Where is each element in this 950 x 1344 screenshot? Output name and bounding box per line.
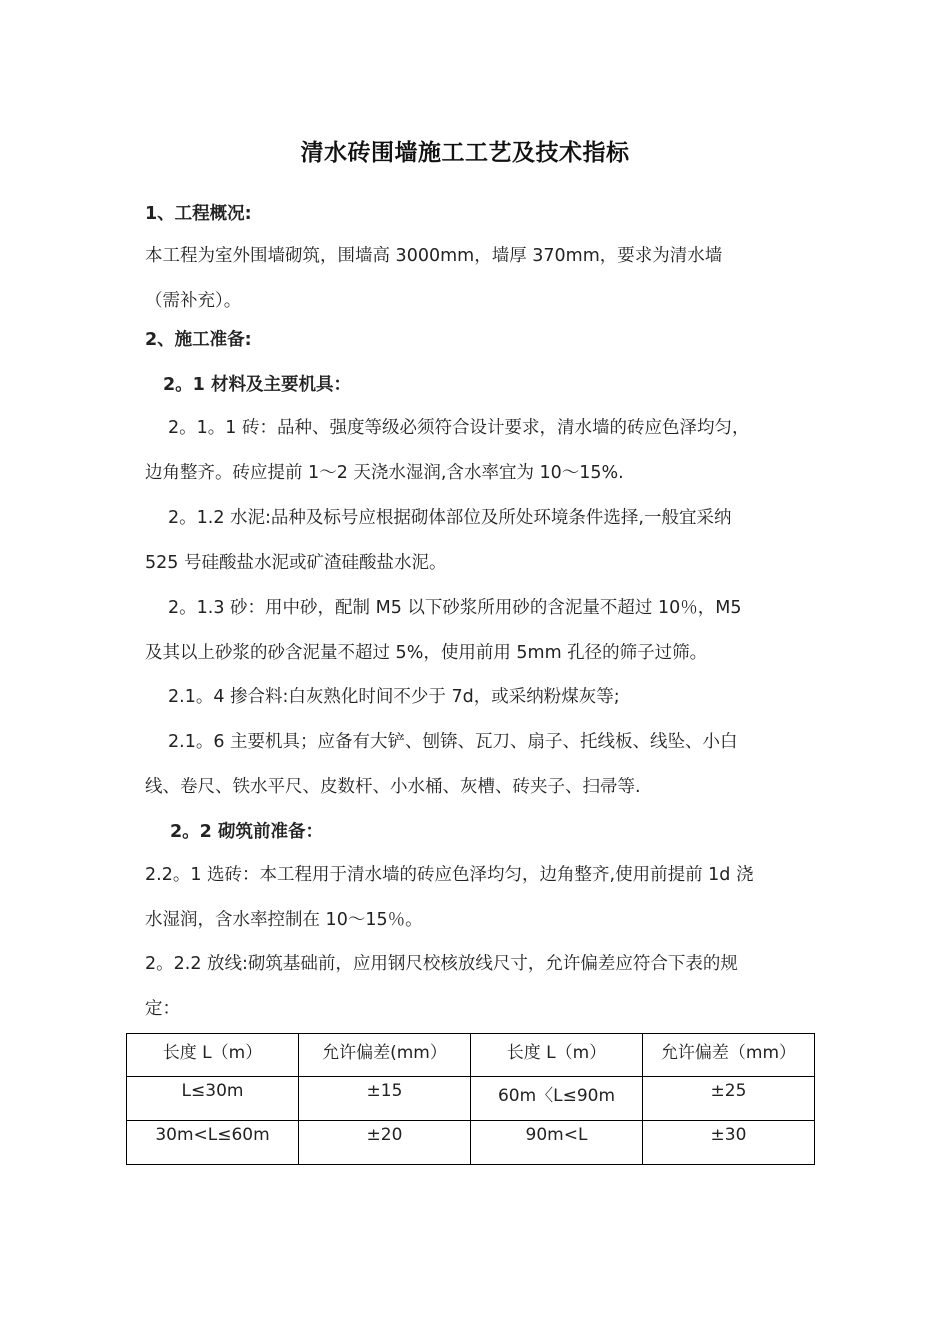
table-cell: 30m<L≤60m: [127, 1121, 299, 1165]
table-header-cell: 长度 L（m）: [471, 1034, 643, 1077]
paragraph-line: 及其以上砂浆的砂含泥量不超过 5%，使用前用 5mm 孔径的筛子过筛。: [145, 643, 708, 663]
paragraph-line: 水湿润，含水率控制在 10～15％。: [145, 910, 423, 930]
table-row: [127, 1077, 815, 1121]
deviation-table: [126, 1033, 815, 1165]
paragraph-line: 525 号硅酸盐水泥或矿渣硅酸盐水泥。: [145, 553, 447, 573]
section-2-heading: 2、施工准备:: [145, 330, 252, 350]
paragraph-line: （需补充）。: [145, 291, 242, 311]
paragraph-line: 边角整齐。砖应提前 1～2 天浇水湿润,含水率宜为 10～15%.: [145, 463, 624, 483]
table-cell: ±30: [643, 1121, 815, 1165]
document-title: 清水砖围墙施工工艺及技术指标: [300, 140, 630, 166]
paragraph-line: 2。2.2 放线:砌筑基础前，应用钢尺校核放线尺寸，允许偏差应符合下表的规: [145, 954, 738, 974]
table-header-cell: 允许偏差(mm）: [299, 1034, 471, 1077]
paragraph-line: 定：: [145, 999, 180, 1019]
paragraph-line: 线、卷尺、铁水平尺、皮数杆、小水桶、灰槽、砖夹子、扫帚等.: [145, 777, 641, 797]
table-header-row: [127, 1034, 815, 1077]
table-cell: L≤30m: [127, 1077, 299, 1121]
paragraph-line: 本工程为室外围墙砌筑，围墙高 3000mm，墙厚 370mm，要求为清水墙: [145, 246, 723, 266]
table-cell: 60m〈L≤90m: [471, 1077, 643, 1121]
table-header-cell: 长度 L（m）: [127, 1034, 299, 1077]
subsection-2-1-heading: 2。1 材料及主要机具：: [163, 375, 351, 395]
table-cell: ±20: [299, 1121, 471, 1165]
paragraph-line: 2.1。4 掺合料:白灰熟化时间不少于 7d，或采纳粉煤灰等;: [168, 687, 620, 707]
table-cell: ±15: [299, 1077, 471, 1121]
paragraph-line: 2。1.2 水泥:品种及标号应根据砌体部位及所处环境条件选择,一般宜采纳: [168, 508, 732, 528]
subsection-2-2-heading: 2。2 砌筑前准备：: [170, 822, 323, 842]
paragraph-line: 2。1。1 砖：品种、强度等级必须符合设计要求，清水墙的砖应色泽均匀，: [168, 418, 750, 438]
table-row: [127, 1121, 815, 1165]
table-header-cell: 允许偏差（mm）: [643, 1034, 815, 1077]
paragraph-line: 2。1.3 砂：用中砂，配制 M5 以下砂浆所用砂的含泥量不超过 10％，M5: [168, 598, 742, 618]
paragraph-line: 2.1。6 主要机具；应备有大铲、刨锛、瓦刀、扇子、托线板、线坠、小白: [168, 732, 738, 752]
table-cell: 90m<L: [471, 1121, 643, 1165]
section-1-heading: 1、工程概况:: [145, 204, 252, 224]
paragraph-line: 2.2。1 选砖：本工程用于清水墙的砖应色泽均匀，边角整齐,使用前提前 1d 浇: [145, 865, 754, 885]
table-cell: ±25: [643, 1077, 815, 1121]
